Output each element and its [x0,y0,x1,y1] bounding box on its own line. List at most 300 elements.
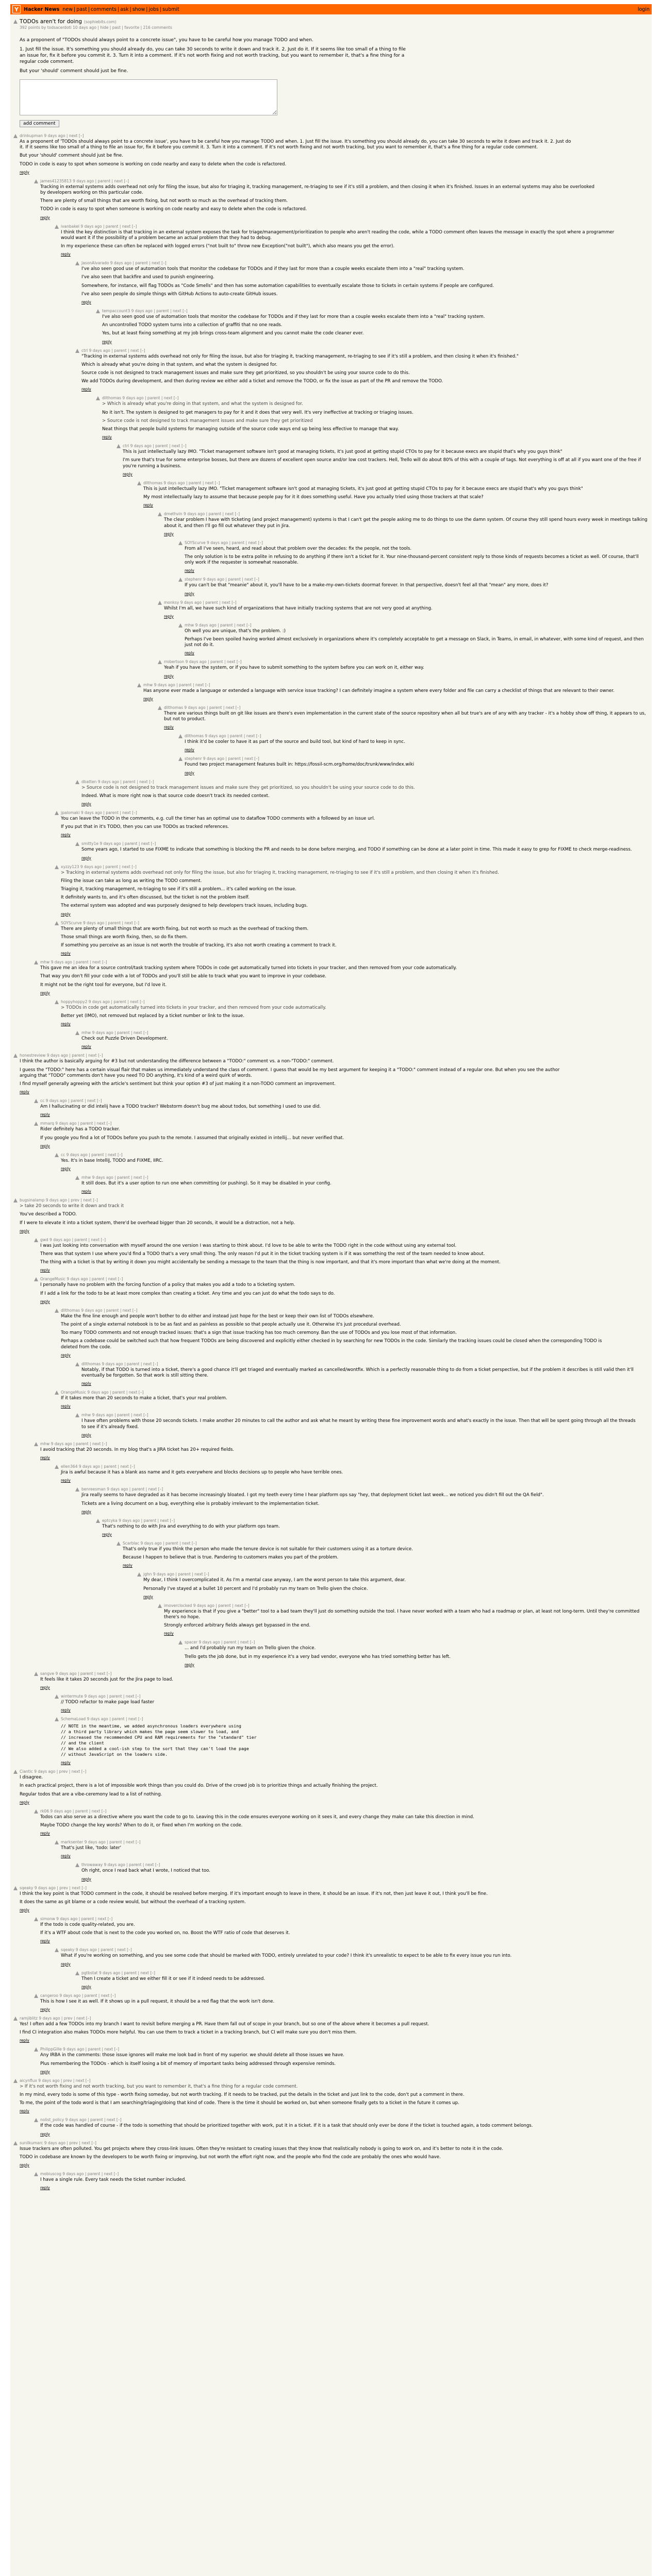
reply-link[interactable]: reply [40,1831,50,1836]
upvote-icon[interactable] [55,1948,59,1952]
comment-head[interactable]: nolist_policy 9 days ago | parent | next [–] [40,2117,122,2123]
comment-head[interactable]: dllthomas 9 days ago | parent | next [–] [102,396,179,401]
upvote-icon[interactable] [117,1541,121,1546]
reply-link[interactable]: reply [20,2163,29,2168]
reply-link[interactable]: reply [40,1143,50,1148]
comment-body [61,1390,649,1409]
comment-text [20,1204,576,1226]
comment-paragraph: Somewhere, for instance, will flag TODOs as "Code Smells" and then has some automation capabilities to eventually escalate those to tickets in certain systems if people are configured. [81,283,494,289]
story [10,14,652,129]
comment-head[interactable]: SOYScurve 9 days ago | parent | next [–] [61,920,139,925]
comment-head[interactable]: ctrl 9 days ago | parent | next [–] [123,444,187,449]
comment-paragraph: I disagree. [20,1775,43,1781]
comment-head[interactable]: aicynflux 9 days ago | prev | next [–] [20,2078,91,2083]
comment-head[interactable]: stephenr 9 days ago | parent | next [–] [185,756,259,761]
comment-paragraph: The only solution is to be extra polite in refusing to do anything if there isn't a ticket for it. Your nine-thousand-percent consistent reply to those kinds of requests becomes a ticket as well. Of course, that'll only work if the requester is somewhat reasonable. [185,554,639,566]
comment-paragraph: Has anyone ever made a language or extended a language with service issue tracking? I can definitely imagine a system where every folder and file can carry a checklist of things that are relevant to their owner. [143,688,615,693]
upvote-icon[interactable] [34,1672,38,1676]
comment-body [40,1809,649,1836]
reply-link[interactable]: reply [61,1166,71,1172]
upvote-icon[interactable] [34,1917,38,1921]
reply-link[interactable]: reply [81,300,91,305]
upvote-icon[interactable] [55,921,59,925]
upvote-icon[interactable] [55,1694,59,1699]
comment-head[interactable]: gwd 9 days ago | parent | next [–] [40,1237,106,1242]
comment-paragraph: My experience is that if you give a "better" tool to a bad team they'll just do something outside the tool. I have never worked with a team who had a roadmap or plan, at least not long-term. Until they're committed there's no hope. [164,1608,640,1620]
upvote-icon[interactable] [13,1886,18,1890]
upvote-icon[interactable] [96,309,100,313]
comment-head[interactable]: smitty1e 9 days ago | parent | next [–] [81,841,156,846]
reply-link[interactable]: reply [20,1907,29,1912]
comment-head[interactable]: dllthomas 9 days ago | parent | next [–] [164,705,241,710]
nav-show[interactable]: show [132,6,145,12]
comment-paragraph: I find myself generally agreeing with the article's sentiment but think your option #3 of just making it a non-TODO comment an improvement. [20,1081,336,1087]
upvote-icon[interactable] [34,1238,38,1242]
reply-link[interactable]: reply [185,1662,194,1667]
upvote-icon[interactable] [34,2118,38,2122]
comment-head[interactable]: sunilkumarc 9 days ago | prev | next [–] [20,2140,96,2145]
reply-link[interactable]: reply [164,1631,174,1636]
reply-link[interactable]: reply [81,1984,91,1989]
comment [137,481,649,507]
comment [117,1541,649,1568]
comment-body [61,999,649,1026]
comment-head[interactable]: dllthomas 9 days ago | parent | next [–] [81,1361,158,1366]
comment-head[interactable]: dllthomas 9 days ago | parent | next [–] [143,480,220,485]
comment-paragraph: What if you're working on something, and you see some code that should be marked with TODO, entirely unrelated to your code? I think it's unrealistic to expect to be able to fix every issue you run into. [61,1953,512,1959]
comment-head[interactable]: dllthomas 9 days ago | parent | next [–] [61,1308,138,1313]
add-comment-button[interactable]: add comment [20,120,59,127]
y-logo[interactable]: Y [12,5,21,13]
reply-link[interactable]: reply [61,1478,71,1483]
reply-link[interactable]: reply [164,673,174,679]
upvote-icon[interactable] [34,179,38,183]
comment [55,1390,649,1409]
comment-paragraph: If something you perceive as an issue is not worth the trouble of tracking, it's also not worth creating a comment to track it. [61,942,337,948]
upvote-icon[interactable] [55,1000,59,1004]
comment-head[interactable]: cc 9 days ago | parent | next [–] [61,1152,123,1157]
reply-link[interactable]: reply [61,1961,71,1967]
comment-head[interactable]: bugsinalamp 9 days ago | prev | next [–] [20,1198,98,1203]
upvote-icon[interactable] [75,1487,79,1492]
comment-head[interactable]: rrobertson 9 days ago | parent | next [–] [164,659,242,665]
comment-body [40,1098,649,1117]
reply-link[interactable]: reply [81,1189,91,1194]
comment-paragraph: I think the key point is that TODO comment in the code, it should be resolved before merging. If it's important enough to leave in there, it should be an issue. If it's not, then just leave it out, I think you'll be fine. [20,1891,488,1896]
comment [13,1198,649,1233]
comment-head[interactable]: OrangeMusic 9 days ago | parent | next [–] [40,1277,123,1282]
upvote-icon[interactable] [34,2172,38,2176]
comment-text [164,665,649,671]
comment-paragraph: Maybe TODO change the key words? When to do it, or fixed when I'm working on the code. [40,1822,243,1828]
reply-link[interactable]: reply [40,1939,50,1944]
upvote-icon[interactable] [158,512,162,516]
upvote-icon[interactable] [55,1153,59,1157]
upvote-icon[interactable] [34,1442,38,1446]
upvote-icon[interactable] [178,757,183,761]
reply-link[interactable]: reply [185,770,194,775]
reply-link[interactable]: reply [185,748,194,753]
nav-ask[interactable]: ask [120,6,129,12]
comment-body [102,396,649,439]
login-link[interactable]: login [637,6,650,12]
comment-text [81,1868,638,1874]
upvote-icon[interactable] [55,1465,59,1469]
comment-paragraph: I was just looking into conversation with myself around the one version I was starting to think about. I'd love to be able to write the TODO right in the code without using any external tool. [40,1243,457,1248]
reply-link[interactable]: reply [40,1268,50,1273]
upvote-icon[interactable] [13,2079,18,2083]
comment-paragraph: I think the key distinction is that tracking in an external system exposes the task for triage/management/prioritization to people who aren't reading the code, while a TODO comment often leaves the message in exactly the spot where a programmer would want it if the possibility of a problem became an actual problem that they had to debug. [61,229,615,241]
upvote-icon[interactable] [34,1099,38,1103]
comment-head[interactable]: xyzzy123 9 days ago | parent | next [–] [61,864,137,869]
reply-link[interactable]: reply [102,435,112,440]
reply-link[interactable]: reply [20,2109,29,2114]
comment-head[interactable]: ctrl 9 days ago | parent | next [–] [81,348,145,353]
comment-paragraph: The external system was adopted and was purposely designed to help developers track issues, including bugs. [61,903,308,909]
comment-body [20,1769,649,1805]
reply-link[interactable]: reply [40,2131,50,2137]
upvote-icon[interactable] [75,1863,79,1867]
story-site[interactable]: (sophiebits.com) [84,19,117,24]
comment-head[interactable]: mhw 9 days ago | parent | next [–] [40,960,107,965]
comment [34,1238,649,1273]
comment-body [20,133,649,175]
comment [178,623,649,656]
upvote-icon[interactable] [75,1413,79,1417]
reply-link[interactable]: reply [40,1299,50,1304]
comment-head[interactable]: monksy 9 days ago | parent | next [–] [164,600,237,605]
upvote-icon[interactable] [55,1840,59,1844]
upvote-icon[interactable] [178,1640,183,1645]
upvote-icon[interactable] [178,623,183,628]
comment-text [81,1367,638,1379]
reply-link[interactable]: reply [61,951,71,956]
reply-link[interactable]: reply [185,591,194,596]
comment-body [61,224,649,257]
comment-head[interactable]: tempaccount3 9 days ago | parent | next [–] [102,309,188,314]
comment-head[interactable]: imoverclocked 9 days ago | parent | next [–] [164,1603,250,1608]
upvote-icon[interactable] [75,261,79,265]
comment-head[interactable]: ivanbakel 9 days ago | parent | next [–] [61,224,137,229]
comment-paragraph: Triaging it, tracking management, re-triaging to see if it's still a problem... it's called working on the issue. [61,886,296,892]
comment-head[interactable]: SchemaLoad 9 days ago | parent | next [–] [61,1717,143,1722]
upvote-icon[interactable] [34,1994,38,1998]
comment-text [20,1775,576,1798]
comment-head[interactable]: mhw 9 days ago | parent | next [–] [81,1030,148,1036]
upvote-icon[interactable] [75,1031,79,1035]
comment-head[interactable]: JasonAlvarado 9 days ago | parent | next [–] [81,261,167,266]
comment-head[interactable]: drinkupman 9 days ago | next [–] [20,133,84,138]
comment-body [81,348,649,392]
reply-link[interactable]: reply [81,1432,91,1437]
comment-head[interactable]: mobiuscog 9 days ago | parent | next [–] [40,2172,119,2177]
comment-body [61,810,649,837]
upvote-icon[interactable] [75,842,79,846]
reply-link[interactable]: reply [102,1532,112,1537]
reply-link[interactable]: reply [102,339,112,344]
comment-text [61,1700,618,1705]
upvote-icon[interactable] [137,1572,141,1577]
comment [34,1993,649,2012]
reply-link[interactable]: reply [164,614,174,619]
comment-text [40,1127,597,1141]
upvote-icon[interactable] [117,444,121,448]
comment-paragraph: > TODOs in code get automatically turned into tickets in your tracker, and then removed from your code automatically. [61,1005,326,1010]
comment-head[interactable]: mhw 9 days ago | parent | next [–] [143,682,210,687]
comment-head[interactable]: PhilippGille 9 days ago | parent | next [–] [40,2047,120,2052]
reply-link[interactable]: reply [40,2069,50,2074]
comment [75,1862,649,1881]
upvote-icon[interactable] [55,225,59,229]
comment-head[interactable]: spacer 9 days ago | parent | next [–] [185,1640,255,1645]
reply-link[interactable]: reply [81,1876,91,1882]
comment-head[interactable]: ramjiblitz 9 days ago | prev | next [–] [20,2015,91,2021]
reply-link[interactable]: reply [61,252,71,257]
comment-text [81,847,638,853]
comment-paragraph: > If it's not worth fixing and not worth tracking, but you want to remember it, that's a fine thing for a regular code comment. [20,2083,298,2089]
comment [96,1518,649,1537]
comment-text [20,1891,576,1905]
comment-head[interactable]: eptcyka 9 days ago | parent | next [–] [102,1518,175,1523]
comment-paragraph: I've also seen good use of automation tools that monitor the codebase for TODOs and if they last for more than a couple weeks escalate them into a "real" tracking system. [102,314,485,320]
comment-head[interactable]: benreesman 9 days ago | parent | next [–] [81,1487,163,1492]
reply-link[interactable]: reply [20,170,29,175]
comment-head[interactable]: SOYScurve 9 days ago | parent | next [–] [185,540,263,545]
comment [13,2016,649,2043]
upvote-icon[interactable] [13,20,18,24]
comment-head[interactable]: sangve 9 days ago | parent | next [–] [40,1671,112,1676]
upvote-icon[interactable] [158,706,162,710]
reply-link[interactable]: reply [164,531,174,536]
comment-head[interactable]: ellen364 9 days ago | parent | next [–] [61,1464,135,1469]
site-name[interactable]: Hacker News [24,6,60,12]
comment-paragraph: We add TODOs during development, and then during review we either add a ticket and remove the TODO, or fix the issue as part of the PR and remove the TODO. [81,379,443,384]
comment-head[interactable]: honestreview 9 days ago | parent | next [–] [20,1053,103,1058]
comment-head[interactable]: dmethvin 9 days ago | parent | next [–] [164,512,240,517]
comment [75,348,649,392]
comment-paragraph: This is how I see it as well. If it shows up in a pull request, it should be a red flag that the work isn't done. [40,1998,275,2004]
nav-new[interactable]: new [62,6,73,12]
upvote-icon[interactable] [55,1717,59,1721]
comment-head[interactable]: marksenter 9 days ago | parent | next [–] [61,1840,141,1845]
reply-link[interactable]: reply [61,1352,71,1358]
comment-head[interactable]: throwaway 9 days ago | parent | next [–] [81,1862,160,1868]
upvote-icon[interactable] [96,1519,100,1523]
reply-link[interactable]: reply [61,1854,71,1859]
comment-paragraph: You can leave the TODO in the comments, e.g. cull the timer has an optimal use to dataflow TODO comments with a followed by an issue url. [61,816,375,821]
comment-head[interactable]: wintermute 9 days ago | parent | next [–] [61,1693,141,1699]
comment-head[interactable]: mhw 9 days ago | parent | next [–] [185,622,252,628]
comment-paragraph: Whilst I'm all, we have such kind of organizations that have initially tracking systems that are not very good at anything. [164,605,433,611]
upvote-icon[interactable] [13,1770,18,1774]
upvote-icon[interactable] [34,960,38,964]
reply-link[interactable]: reply [185,568,194,573]
comment-head[interactable]: jpalomaki 9 days ago | parent | next [–] [61,810,137,815]
comment-head[interactable]: sqeaky 9 days ago | parent | next [–] [61,1947,132,1953]
comment-paragraph: Jira really seems to have degraded as it has become increasingly bloated. I got my teeth every time I hear platform ops say "hey, that deployment ticket last week... we noticed you didn't fill out the QA field". [81,1493,544,1498]
comment [13,1769,649,1805]
reply-link[interactable]: reply [143,1594,153,1599]
reply-link[interactable]: reply [40,2007,50,2012]
reply-link[interactable]: reply [40,2185,50,2191]
upvote-icon[interactable] [158,601,162,605]
comment-head[interactable]: cc 9 days ago | parent | next [–] [40,1098,102,1104]
reply-link[interactable]: reply [164,725,174,730]
comment-text [81,1418,638,1430]
comment-paragraph: Notably, if that TODO is turned into a ticket, there's a good chance it'll get triaged and eventually marked as cancelled/wontfix. Which is a perfectly reasonable thing to do from a ticket perspective, but if the problem it describes is still valid then it'll eventually be forgotten. So that work is still sitting there. [81,1367,634,1379]
reply-link[interactable]: reply [61,911,71,917]
reply-link[interactable]: reply [20,1800,29,1805]
comment-head[interactable]: simonw 9 days ago | parent | next [–] [40,1916,113,1921]
comment-body [40,1993,649,2012]
upvote-icon[interactable] [158,660,162,664]
comment-head[interactable]: Ciantic 9 days ago | prev | next [–] [20,1769,87,1774]
comment-paragraph: Make the fine line enough and people won't bother to do either and instead just hope for the best or keep their own list of TODOs elsewhere. [61,1313,374,1319]
upvote-icon[interactable] [178,734,183,738]
comment [34,960,649,995]
reply-link[interactable]: reply [185,651,194,656]
comment-paragraph: In each practical project, there is a lot of impossible work things than you could do. Drive of the crowd job is to prioritize things and actually finishing the project. [20,1783,378,1789]
reply-link[interactable]: reply [20,2038,29,2043]
upvote-icon[interactable] [178,541,183,545]
upvote-icon[interactable] [13,1198,18,1202]
nav-comments[interactable]: comments [90,6,117,12]
comment-body [81,1413,649,1437]
upvote-icon[interactable] [75,349,79,353]
reply-link[interactable]: reply [81,1381,91,1386]
reply-link[interactable]: reply [40,1455,50,1461]
comment-head[interactable]: mmarq 9 days ago | parent | next [–] [40,1121,112,1126]
reply-link[interactable]: reply [81,1044,91,1049]
comment-text [40,1922,597,1936]
upvote-icon[interactable] [75,780,79,784]
reply-link[interactable]: reply [40,215,50,220]
upvote-icon[interactable] [55,811,59,815]
comment-head[interactable]: dbatten 9 days ago | parent | next [–] [81,779,154,784]
comment-paragraph: Tracking in external systems adds overhead not only for filing the issue, but also for triaging it, tracking management, re-triaging to see if it's still a problem, and then closing it when it's finished. Issues in an external systems may also be overlooked by developers working on this particular code. [40,184,595,196]
upvote-icon[interactable] [13,2016,18,2021]
upvote-icon[interactable] [158,1604,162,1608]
comment-paragraph: If you can't be that "meanie" about it, you'll have to be a make-my-own-tickets doormat forever. In that perspective, doesn't feel all that "mean" any more, does it? [185,583,549,588]
reply-link[interactable]: reply [61,1708,71,1713]
comment-paragraph: Too many TODO comments and not enough tracked issues: that's a sign that issue tracking has too much ceremony. Ban the use of TODOs and you lose most of that information. [61,1330,457,1336]
reply-link[interactable]: reply [81,801,91,806]
reply-link[interactable]: reply [40,990,50,995]
comment-head[interactable]: sqeaky 9 days ago | prev | next [–] [20,1885,87,1890]
comment-head[interactable]: james41235813 9 days ago | parent | next [–] [40,178,129,183]
comment-paragraph: > Which is already what you're doing in that system, and what the system is designed for. [102,401,303,407]
comment-paragraph: > Tracking in external systems adds overhead not only for filing the issue, but also for triaging it, tracking management, re-triaging to see if it's still a problem, and then closing it when it's finished. [61,870,499,875]
reply-link[interactable]: reply [81,1509,91,1514]
upvote-icon[interactable] [75,1971,79,1975]
comment-head[interactable]: stephenr 9 days ago | parent | next [–] [185,577,259,582]
nav-jobs[interactable]: jobs [148,6,159,12]
upvote-icon[interactable] [34,1809,38,1814]
comment-body [61,1717,649,1765]
reply-link[interactable]: reply [40,1112,50,1117]
comment [55,1464,649,1483]
reply-link[interactable]: reply [61,1760,71,1766]
comment-paragraph: Yeah if you have the system, or if you have to submit something to the system before you can work on it, either way. [164,665,424,671]
reply-link[interactable]: reply [81,855,91,860]
reply-link[interactable]: reply [123,1563,133,1568]
comment-paragraph: Found two project management features built in: https://fossil-scm.org/home/doc/trunk/www/index.wiki [185,762,415,768]
comment-head[interactable]: mhw 9 days ago | parent | next [–] [40,1441,107,1446]
upvote-icon[interactable] [34,1122,38,1126]
comment-body [40,1671,649,1690]
comment-paragraph: You've described a TODO. [20,1212,77,1217]
reply-link[interactable]: reply [143,696,153,701]
comment-text [164,1609,649,1629]
comment-head[interactable]: cangeroo 9 days ago | parent | next [–] [40,1993,116,1998]
upvote-icon[interactable] [137,683,141,687]
comment-paragraph: Then I create a ticket and we either fill it or see if it indeed needs to be addressed. [81,1976,266,1981]
comment [55,1717,649,1765]
comment-head[interactable]: mhw 9 days ago | parent | next [–] [81,1175,148,1180]
comment-text [81,1036,638,1042]
upvote-icon[interactable] [96,396,100,400]
comment-head[interactable]: rk06 9 days ago | parent | next [–] [40,1808,107,1814]
nav-submit[interactable]: submit [162,6,179,12]
upvote-icon[interactable] [13,2141,18,2145]
comment [55,1153,649,1171]
comment-body [20,2016,649,2043]
upvote-icon[interactable] [178,578,183,582]
nav-past[interactable]: past [76,6,87,12]
reply-link[interactable]: reply [61,1022,71,1027]
reply-link[interactable]: reply [123,471,133,477]
comment-paragraph: My dear, I think I overcomplicated it. As I'm a mental case anyway, I am the worst person to take this argument, dear. [143,1578,406,1583]
upvote-icon[interactable] [75,1362,79,1366]
reply-link[interactable]: reply [61,1404,71,1409]
comment-paragraph: This gave me an idea for a source control/task tracking system where TODOs in code get automatically turned into tickets in your tracker, and then removed from your code automatically. [40,965,457,971]
comment-head[interactable]: Scarblac 9 days ago | parent | next [–] [123,1540,197,1546]
upvote-icon[interactable] [13,1054,18,1058]
comment-paragraph: I've also seen good use of automation tools that monitor the codebase for TODOs and if they last for more than a couple weeks escalate them into a "real" tracking system. [81,266,465,272]
comment [75,261,649,304]
upvote-icon[interactable] [13,134,18,138]
comment-textarea[interactable] [20,79,277,115]
upvote-icon[interactable] [34,2047,38,2052]
upvote-icon[interactable] [137,481,141,485]
comment-body [123,1541,649,1568]
reply-link[interactable]: reply [81,387,91,392]
reply-link[interactable]: reply [20,1090,29,1095]
story-subtext: 392 points by todsacerdoti 10 days ago | hide | past | favorite | 216 comments [20,25,172,30]
comment-head[interactable]: jghn 9 days ago | parent | next [–] [143,1572,209,1577]
upvote-icon[interactable] [55,1309,59,1313]
upvote-icon[interactable] [55,1391,59,1395]
comment [55,1694,649,1713]
reply-link[interactable]: reply [20,1228,29,1233]
upvote-icon[interactable] [55,865,59,869]
comment-body [40,1917,649,1943]
comment-body [81,1971,649,1989]
upvote-icon[interactable] [75,1176,79,1180]
comment-head[interactable]: hoppyhoppy2 9 days ago | parent | next [–] [61,999,145,1004]
comment-head[interactable]: OrangeMusic 9 days ago | parent | next [–] [61,1390,144,1395]
comment-head[interactable]: pgtbstat 9 days ago | parent | next [–] [81,1970,155,1975]
comment [158,1603,649,1636]
comment-head[interactable]: dllthomas 9 days ago | parent | next [–] [185,734,261,739]
comment-head[interactable]: mhw 9 days ago | parent | next [–] [81,1413,148,1418]
reply-link[interactable]: reply [61,833,71,838]
comment [178,756,649,775]
reply-link[interactable]: reply [143,503,153,508]
upvote-icon[interactable] [34,1277,38,1281]
story-title[interactable]: TODOs aren't for doing [20,19,82,25]
reply-link[interactable]: reply [40,1685,50,1690]
